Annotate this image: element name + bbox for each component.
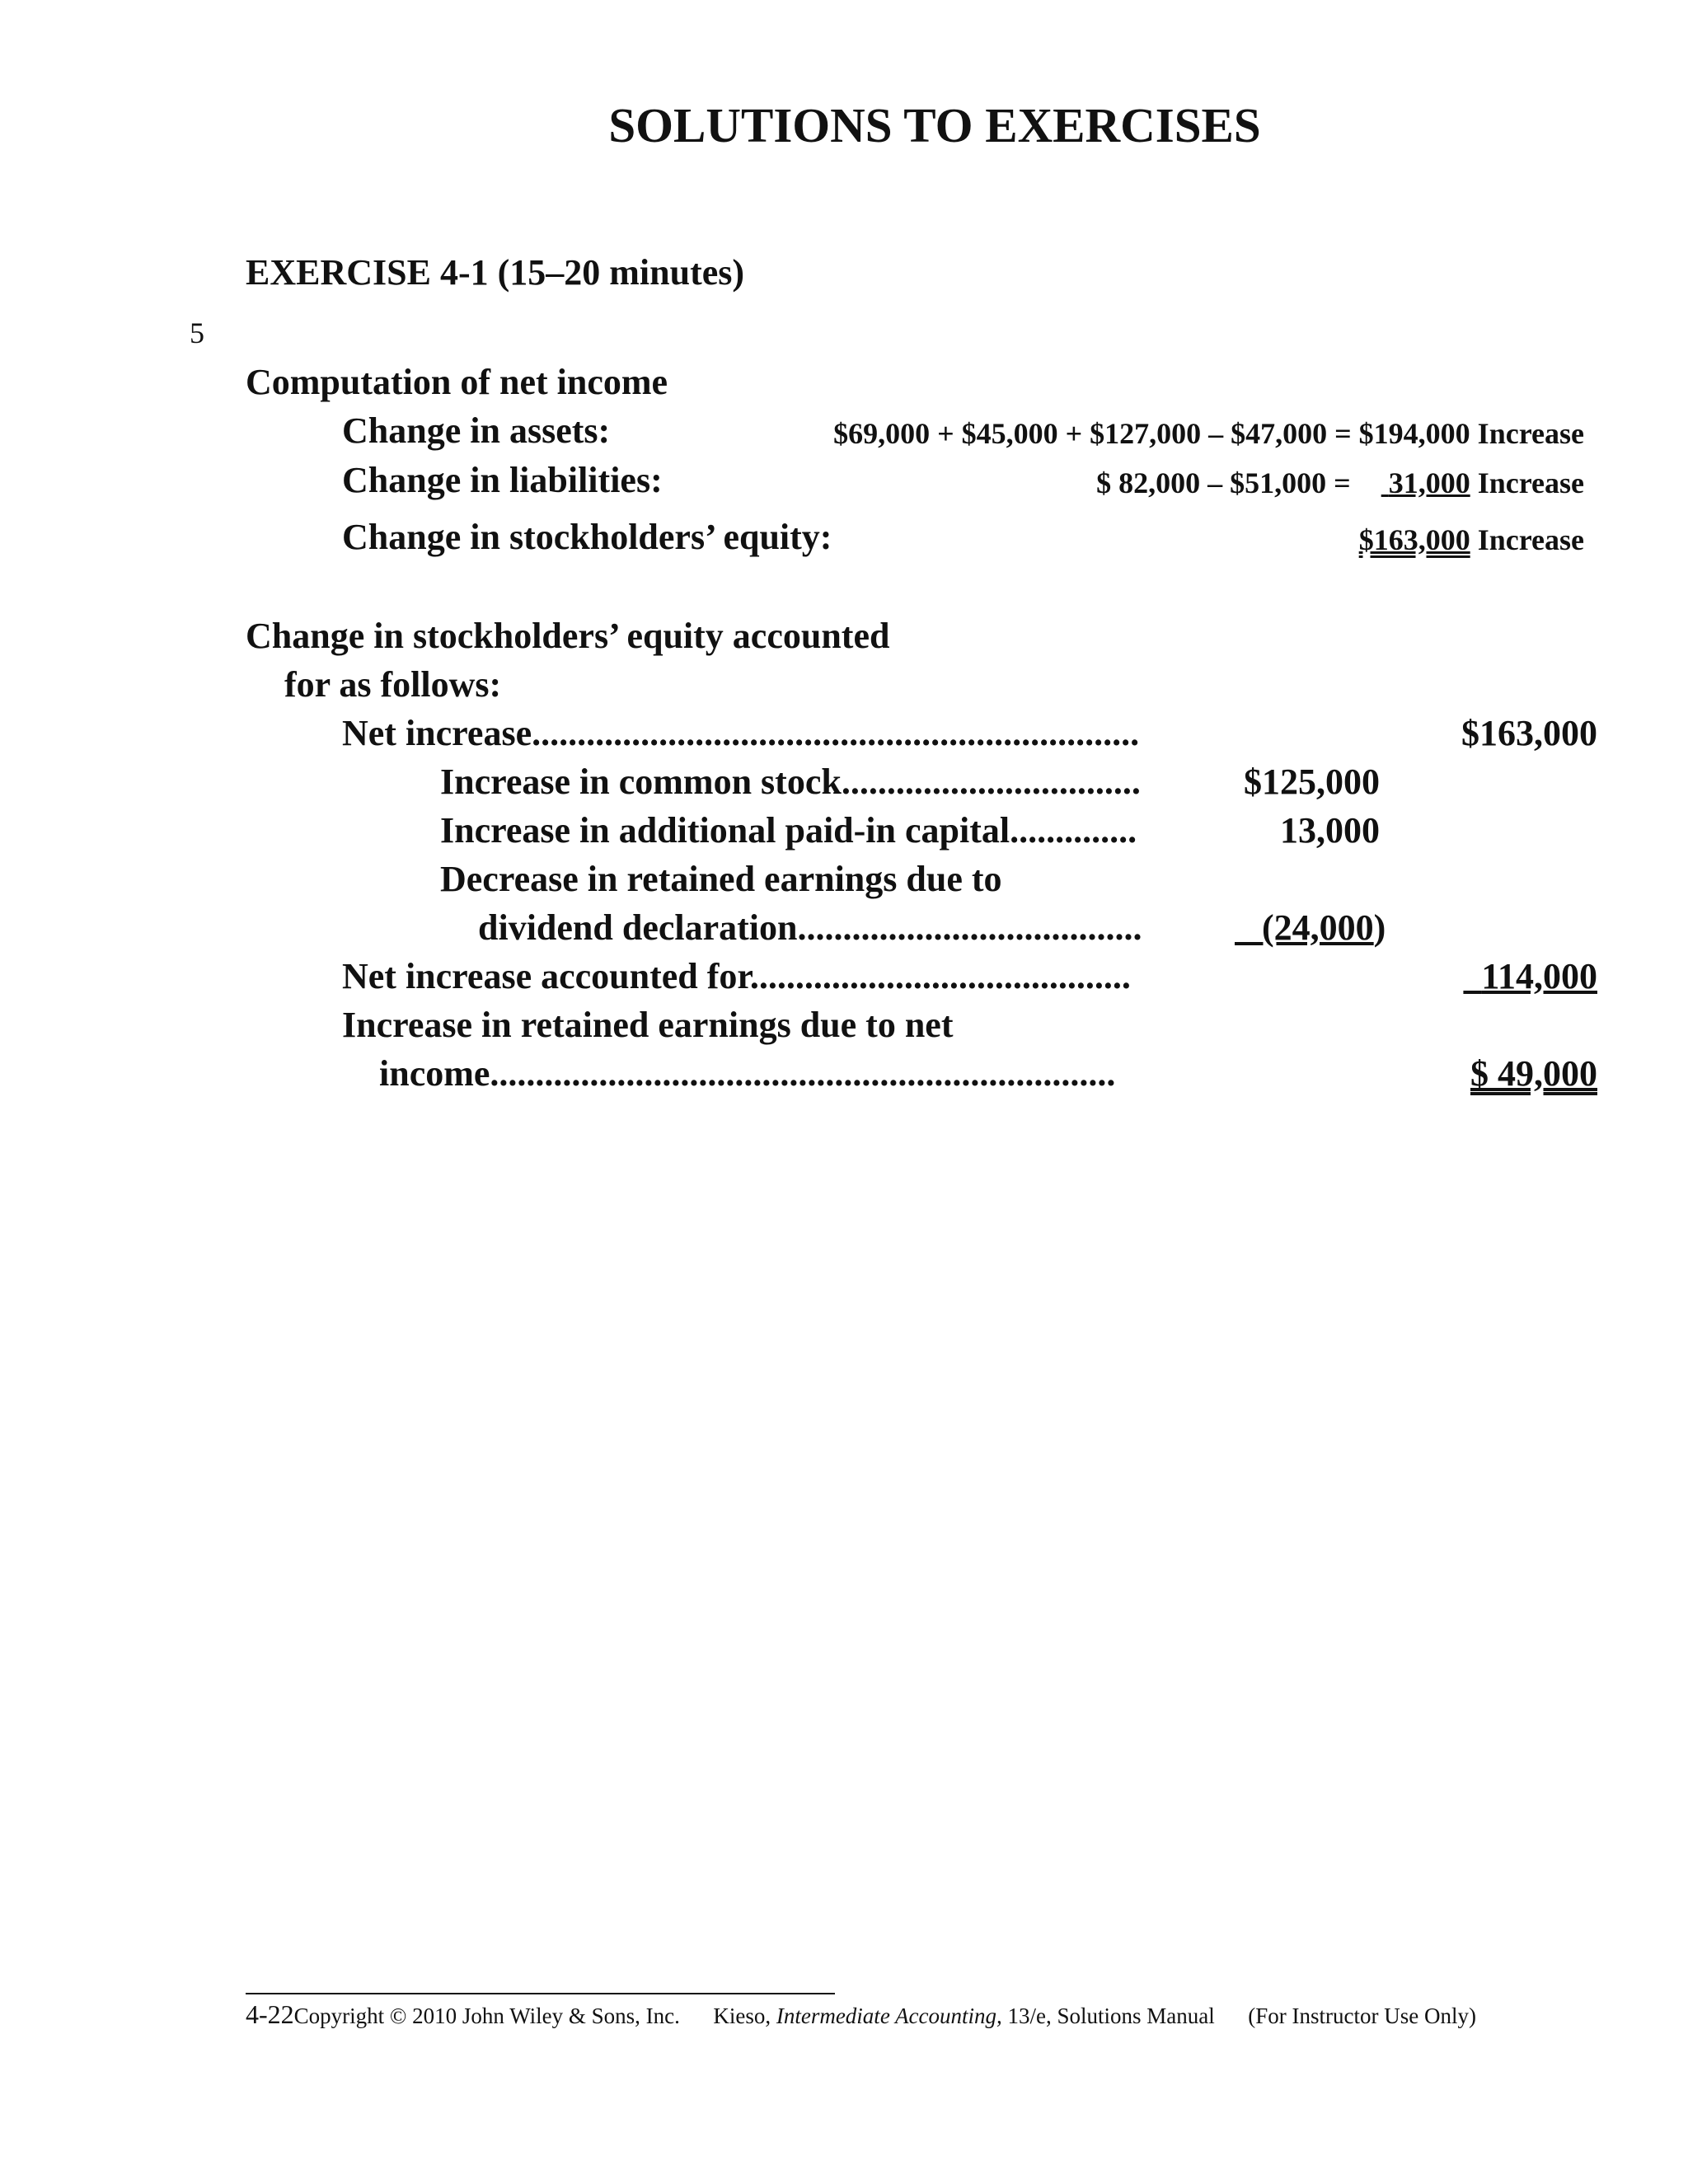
liabilities-suffix: Increase (1477, 466, 1584, 499)
accounted-for-value (1463, 955, 1597, 997)
equity-suffix: Increase (1477, 523, 1584, 556)
page-title: SOLUTIONS TO EXERCISES (608, 98, 1261, 152)
ni-label-2: income..................................................................... (379, 1053, 1116, 1094)
footer-author: Kieso, (713, 2004, 771, 2028)
footer-rule (246, 1993, 835, 1994)
assets-label: Change in assets: (342, 410, 611, 451)
retained-decrease-amount (1235, 907, 1374, 948)
ni-value: $ 49,000 (1470, 1053, 1597, 1094)
retained-decrease-underline-space (1235, 907, 1262, 948)
liabilities-label: Change in liabilities: (342, 460, 663, 500)
liabilities-prefix: $ 82,000 – $51,000 = (1096, 466, 1351, 499)
retained-decrease-number: (24,000 (1262, 907, 1374, 948)
accounted-heading-2: for as follows: (284, 664, 502, 705)
apic-value: 13,000 (1280, 810, 1380, 851)
footer (246, 1999, 1476, 2030)
footer-edition: 13/e, Solutions Manual (1007, 2004, 1215, 2028)
retained-decrease-paren: ) (1373, 907, 1386, 948)
retained-decrease-label-1: Decrease in retained earnings due to (440, 859, 1002, 899)
computation-heading: Computation of net income (246, 362, 668, 402)
margin-number: 5 (190, 316, 204, 349)
exercise-heading: EXERCISE 4-1 (15–20 minutes) (246, 252, 745, 293)
accounted-heading-1: Change in stockholders’ equity accounted (246, 616, 890, 656)
footer-copyright: Copyright © 2010 John Wiley & Sons, Inc. (293, 2004, 680, 2028)
footer-page-number: 4-22 (246, 1999, 294, 2029)
equity-amount: $163,000 (1358, 523, 1470, 556)
equity-line (1359, 523, 1584, 557)
equity-label: Change in stockholders’ equity: (342, 517, 832, 557)
common-stock-label: Increase in common stock................................. (440, 762, 1141, 802)
ni-label-1: Increase in retained earnings due to net (342, 1005, 954, 1045)
footer-book-title: Intermediate Accounting, (776, 2004, 1002, 2028)
apic-label: Increase in additional paid-in capital.............. (440, 810, 1137, 851)
net-increase-label: Net increase................................................................... (342, 713, 1140, 753)
net-increase-value: $163,000 (1461, 713, 1597, 753)
liabilities-amount: 31,000 (1388, 466, 1470, 499)
liabilities-line (1096, 466, 1584, 500)
retained-decrease-label-2: dividend declaration...................................... (478, 907, 1142, 948)
assets-value: $69,000 + $45,000 + $127,000 – $47,000 = $194,000 Increase (833, 417, 1584, 450)
accounted-for-number: 114,000 (1481, 956, 1597, 996)
common-stock-value: $125,000 (1244, 762, 1380, 802)
accounted-for-underline-space (1463, 956, 1481, 996)
footer-note: (For Instructor Use Only) (1248, 2004, 1476, 2028)
accounted-for-amount (1463, 956, 1597, 996)
accounted-for-label: Net increase accounted for.......................................... (342, 956, 1131, 996)
retained-decrease-value (1235, 907, 1386, 949)
liabilities-underline-space (1351, 466, 1389, 500)
